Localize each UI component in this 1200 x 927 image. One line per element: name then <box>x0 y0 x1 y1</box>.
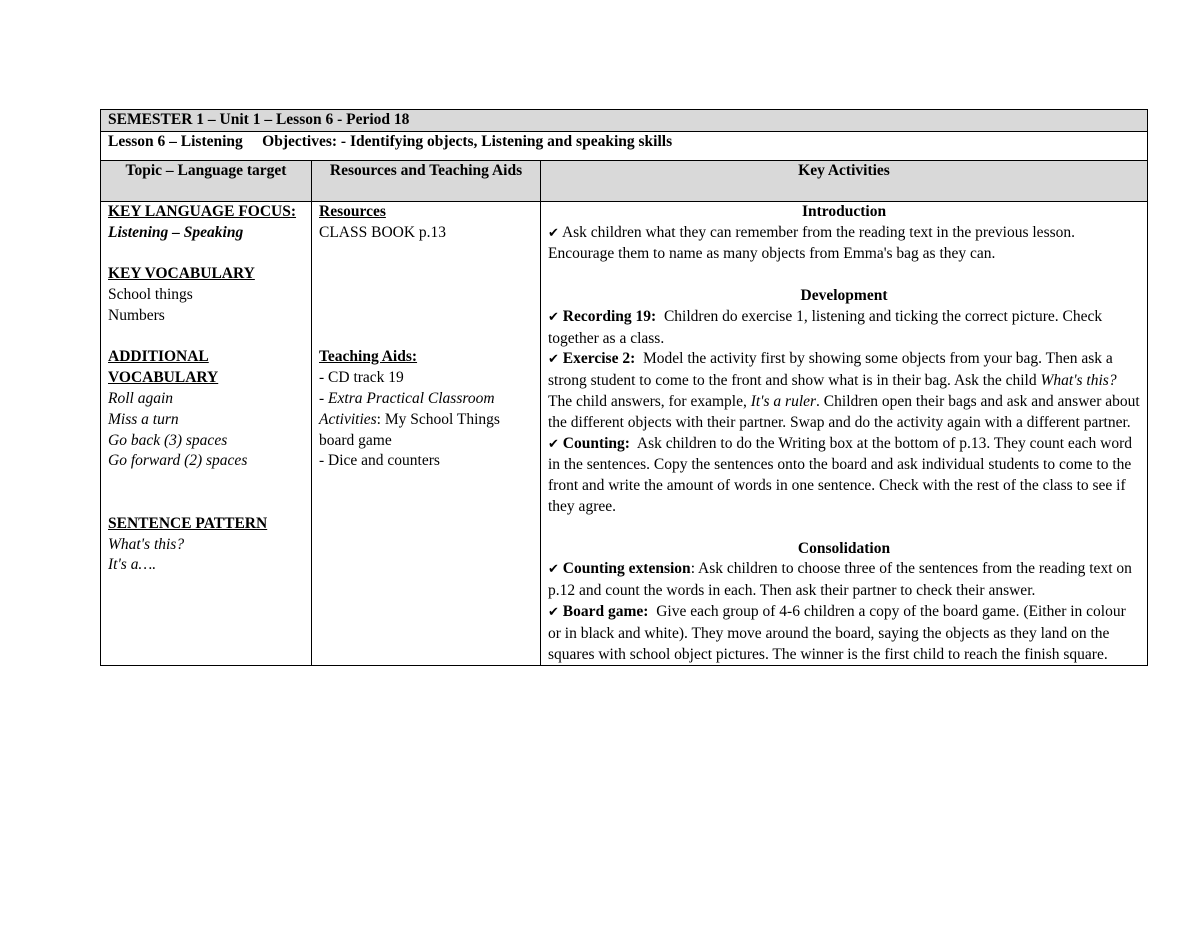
exercise-activity: ✔ Exercise 2: Model the activity first by showing some objects from your bag. Then ask a strong student to come to the front and show what is in their bag. Ask the child What's this? The child answers, for example, It's a ruler. Children open their bags and ask and answer about the different objects with their partner. Swap and do the activity again with a different partner. <box>548 350 1140 431</box>
lesson-objectives: Objectives: - Identifying objects, Listening and speaking skills <box>262 132 673 150</box>
col-header-resources: Resources and Teaching Aids <box>312 160 541 201</box>
check-icon: ✔ <box>548 309 559 325</box>
counting-label: Counting: <box>562 434 630 452</box>
activities-cell <box>541 201 1148 666</box>
lesson-plan-table <box>100 109 1148 666</box>
content-row <box>101 201 1148 666</box>
col-header-topic: Topic – Language target <box>101 160 312 201</box>
check-icon: ✔ <box>548 225 559 241</box>
sentence-pattern-heading: SENTENCE PATTERN <box>108 514 268 532</box>
intro-activity: ✔ Ask children what they can remember from the reading text in the previous lesson. Encourage them to name as many objects from Emma's bag as they can. <box>548 223 1076 263</box>
check-icon: ✔ <box>548 352 559 368</box>
col-header-activities: Key Activities <box>541 160 1148 201</box>
resources-heading: Resources <box>319 202 386 220</box>
additional-vocabulary-heading: ADDITIONAL VOCABULARY <box>108 348 219 387</box>
consolidation-heading: Consolidation <box>797 539 891 557</box>
additional-vocab-item: Roll again <box>108 389 174 407</box>
board-game-activity: ✔ Board game: Give each group of 4-6 children a copy of the board game. (Either in colour or in black and white). They move around the board, saying the objects as they land on the squares with school object pictures. The winner is the first child to reach the finish square. <box>548 602 1126 663</box>
extra-activities: - Extra Practical Classroom Activities: My School Things board game <box>319 389 500 449</box>
cd-track: - CD track 19 <box>319 369 404 387</box>
lesson-name: Lesson 6 – Listening <box>108 132 243 150</box>
focus-skill: Listening – Speaking <box>108 223 244 241</box>
check-icon: ✔ <box>548 436 559 452</box>
title-row <box>101 110 1148 132</box>
semester-title: SEMESTER 1 – Unit 1 – Lesson 6 - Period 18 <box>101 110 1148 132</box>
column-header-row <box>101 160 1148 201</box>
development-heading: Development <box>800 286 888 304</box>
additional-vocab-item: Miss a turn <box>108 410 179 428</box>
recording-activity: ✔ Recording 19: Children do exercise 1, listening and ticking the correct picture. Check together as a class. <box>548 307 1103 347</box>
lesson-row <box>101 131 1148 160</box>
sentence-pattern-item: What's this? <box>108 535 185 553</box>
counting-extension-activity: ✔ Counting extension: Ask children to choose three of the sentences from the reading text on p.12 and count the words in each. Then ask their partner to check their answer. <box>548 560 1132 600</box>
exercise-label: Exercise 2: <box>562 350 636 368</box>
vocab-item: School things <box>108 285 193 303</box>
teaching-aids-heading: Teaching Aids: <box>319 348 418 366</box>
additional-vocab-item: Go back (3) spaces <box>108 431 228 449</box>
class-book: CLASS BOOK p.13 <box>319 223 447 241</box>
topic-cell <box>101 201 312 666</box>
extension-label: Counting extension <box>562 560 691 578</box>
extra-activities-title: Extra Practical Classroom Activities <box>319 389 495 428</box>
recording-label: Recording 19: <box>562 307 657 325</box>
check-icon: ✔ <box>548 562 559 578</box>
board-game-label: Board game: <box>562 602 649 620</box>
key-language-focus-heading: KEY LANGUAGE FOCUS: <box>108 202 297 220</box>
counting-activity: ✔ Counting: Ask children to do the Writing box at the bottom of p.13. They count each word in the sentences. Copy the sentences onto the board and ask individual students to come to the front and write the amount of words in one sentence. Check with the rest of the class to see if they agree. <box>548 434 1133 515</box>
resources-cell <box>312 201 541 666</box>
check-icon: ✔ <box>548 604 559 620</box>
introduction-heading: Introduction <box>801 202 887 220</box>
vocab-item: Numbers <box>108 306 165 324</box>
sentence-pattern-item: It's a…. <box>108 556 157 574</box>
dice-counters: - Dice and counters <box>319 452 440 470</box>
additional-vocab-item: Go forward (2) spaces <box>108 452 248 470</box>
key-vocabulary-heading: KEY VOCABULARY <box>108 265 255 283</box>
